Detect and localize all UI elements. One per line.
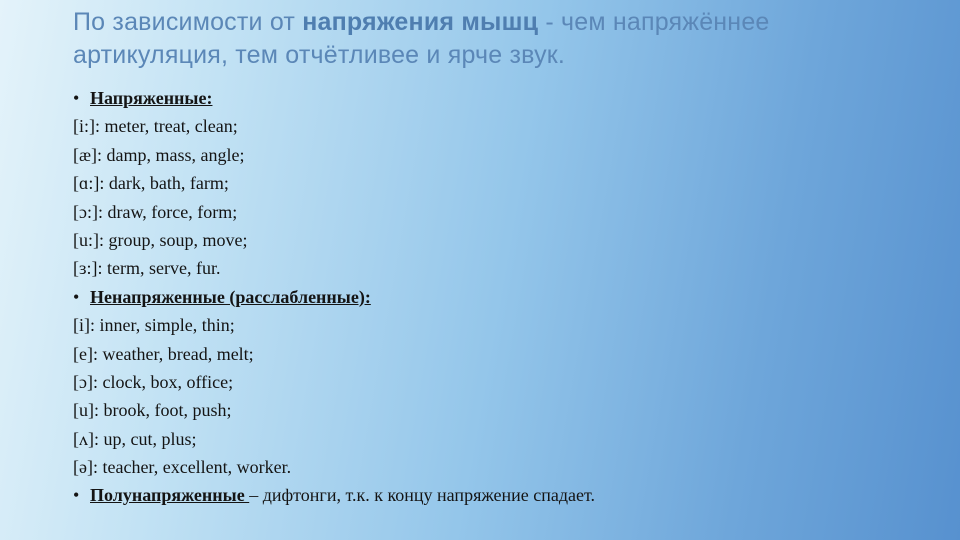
section-heading-tense [73,84,933,112]
section-heading-semi-tense [73,481,933,509]
bullet-icon: • [73,286,80,307]
section-heading-label: Полунапряженные [90,485,250,506]
list-item: [e]: weather, bread, melt; [73,343,254,364]
list-item: [u]: brook, foot, push; [73,400,232,421]
list-item: [æ]: damp, mass, angle; [73,144,245,165]
bullet-icon: • [73,88,80,108]
list-item: [i:]: meter, treat, clean; [73,116,238,137]
title-prefix: По зависимости от [73,8,303,36]
section-heading-lax [73,283,933,311]
title-suffix: - чем напряжённее [538,8,770,36]
list-item: [ʌ]: up, cut, plus; [73,428,197,449]
list-item: [ɑ:]: dark, bath, farm; [73,173,229,194]
list-item: [u:]: group, soup, move; [73,229,248,250]
list-item: [i]: inner, simple, thin; [73,315,235,336]
section-heading-label: Напряженные: [90,88,213,108]
slide-title [73,6,933,72]
list-item: [ɜ:]: term, serve, fur. [73,258,221,279]
list-item: [ɔ:]: draw, force, form; [73,201,238,222]
slide-content [73,84,933,510]
list-item: [ɔ]: clock, box, office; [73,371,234,392]
title-line-2: артикуляция, тем отчётливее и ярче звук. [73,41,566,69]
section-heading-label: Ненапряженные (расслабленные): [90,286,371,307]
section-heading-rest: – дифтонги, т.к. к концу напряжение спадает. [249,485,596,506]
title-bold-phrase: напряжения мышц [302,8,539,36]
bullet-icon: • [73,485,80,506]
list-item: [ə]: teacher, excellent, worker. [73,457,292,478]
